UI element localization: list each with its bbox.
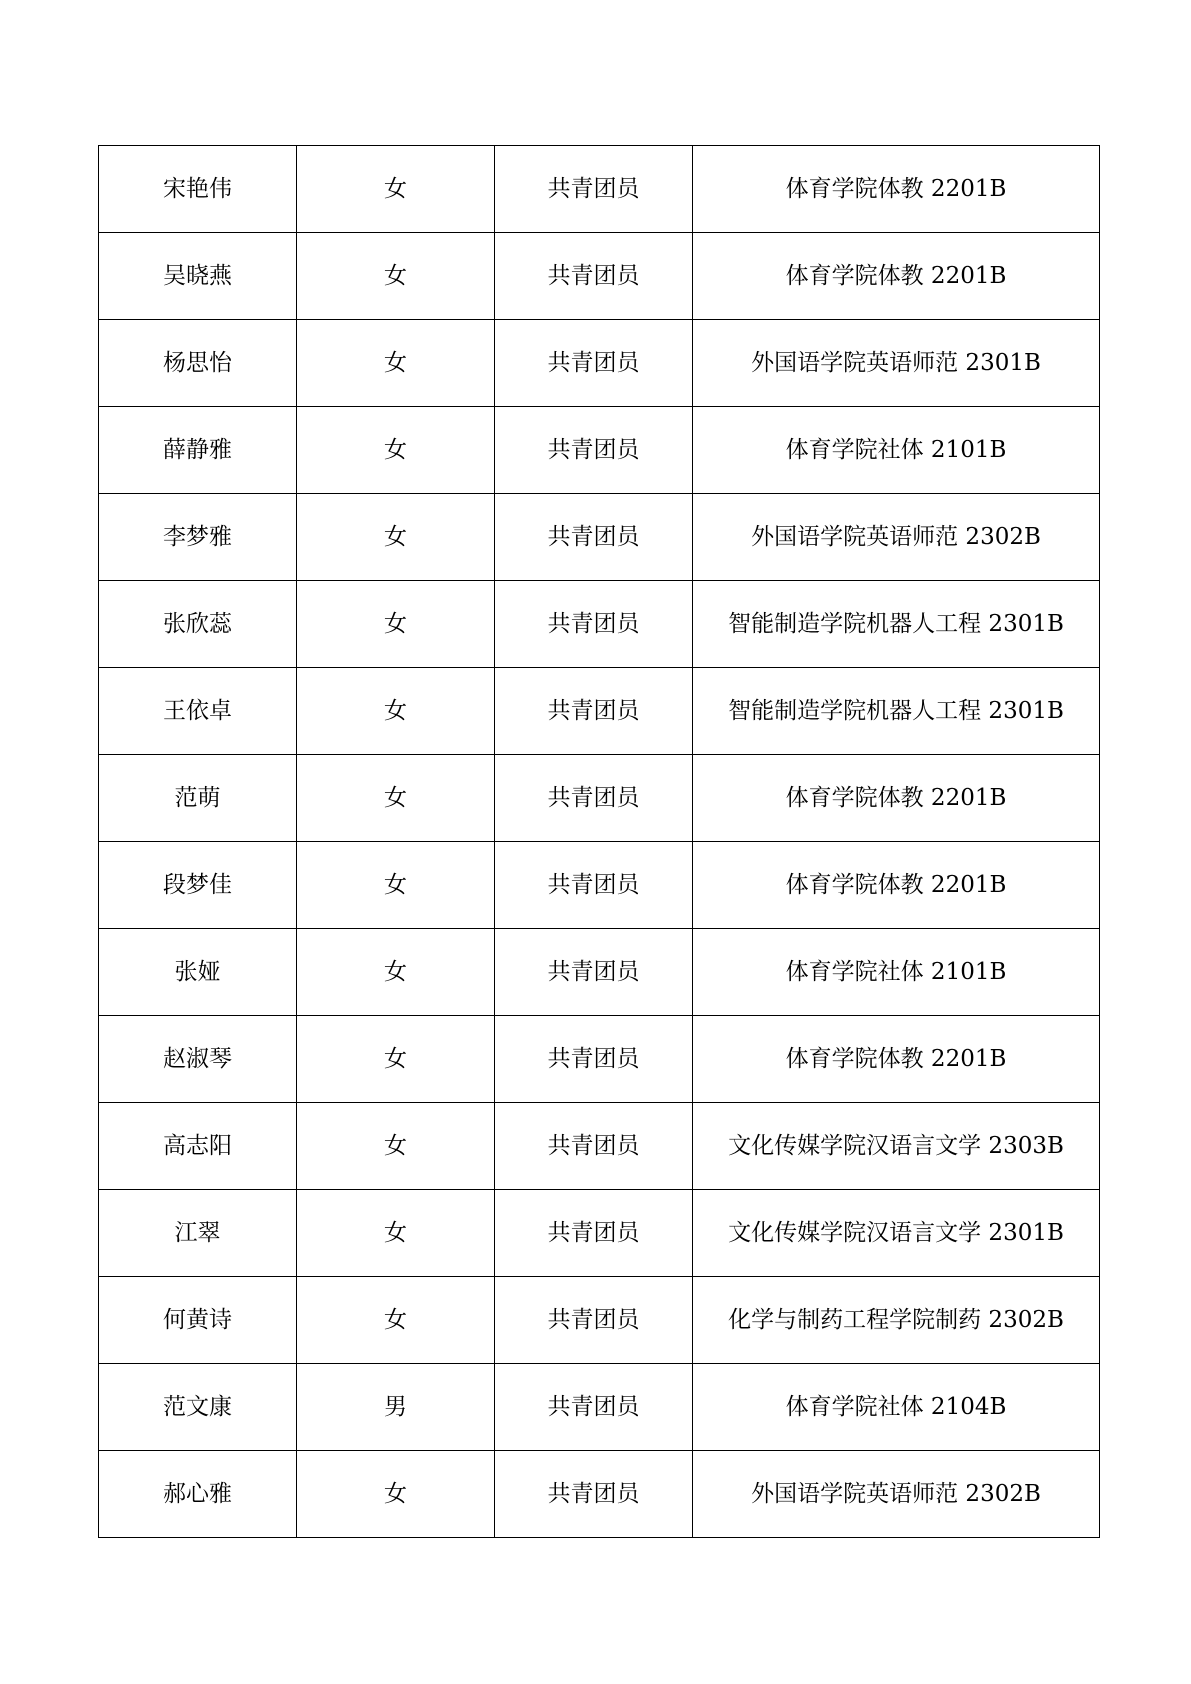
student-name-cell: 范萌 <box>99 755 297 842</box>
political-status-cell: 共青团员 <box>495 1364 693 1451</box>
table-row <box>99 668 1100 755</box>
gender-cell: 女 <box>297 320 495 407</box>
student-name-cell: 吴晓燕 <box>99 233 297 320</box>
gender-cell: 女 <box>297 407 495 494</box>
student-roster-table <box>98 145 1100 1538</box>
political-status-cell: 共青团员 <box>495 1016 693 1103</box>
class-cell: 体育学院体教 2201B <box>693 1016 1100 1103</box>
class-cell: 文化传媒学院汉语言文学 2303B <box>693 1103 1100 1190</box>
table-row <box>99 407 1100 494</box>
political-status-cell: 共青团员 <box>495 668 693 755</box>
class-cell: 体育学院体教 2201B <box>693 755 1100 842</box>
gender-cell: 女 <box>297 1451 495 1538</box>
student-name-cell: 高志阳 <box>99 1103 297 1190</box>
gender-cell: 女 <box>297 233 495 320</box>
table-row <box>99 494 1100 581</box>
gender-cell: 女 <box>297 929 495 1016</box>
political-status-cell: 共青团员 <box>495 1103 693 1190</box>
gender-cell: 女 <box>297 1103 495 1190</box>
gender-cell: 女 <box>297 1277 495 1364</box>
gender-cell: 女 <box>297 581 495 668</box>
political-status-cell: 共青团员 <box>495 1451 693 1538</box>
table-row <box>99 1103 1100 1190</box>
class-cell: 体育学院社体 2101B <box>693 929 1100 1016</box>
gender-cell: 女 <box>297 494 495 581</box>
table-row <box>99 1190 1100 1277</box>
student-name-cell: 江翠 <box>99 1190 297 1277</box>
class-cell: 体育学院社体 2104B <box>693 1364 1100 1451</box>
gender-cell: 男 <box>297 1364 495 1451</box>
political-status-cell: 共青团员 <box>495 146 693 233</box>
political-status-cell: 共青团员 <box>495 320 693 407</box>
political-status-cell: 共青团员 <box>495 407 693 494</box>
political-status-cell: 共青团员 <box>495 494 693 581</box>
student-name-cell: 范文康 <box>99 1364 297 1451</box>
political-status-cell: 共青团员 <box>495 581 693 668</box>
class-cell: 化学与制药工程学院制药 2302B <box>693 1277 1100 1364</box>
student-name-cell: 张娅 <box>99 929 297 1016</box>
class-cell: 外国语学院英语师范 2302B <box>693 494 1100 581</box>
student-name-cell: 张欣蕊 <box>99 581 297 668</box>
student-name-cell: 何黄诗 <box>99 1277 297 1364</box>
table-row <box>99 1016 1100 1103</box>
student-name-cell: 郝心雅 <box>99 1451 297 1538</box>
table-row <box>99 1364 1100 1451</box>
table-row <box>99 1277 1100 1364</box>
student-name-cell: 段梦佳 <box>99 842 297 929</box>
class-cell: 智能制造学院机器人工程 2301B <box>693 668 1100 755</box>
political-status-cell: 共青团员 <box>495 1190 693 1277</box>
political-status-cell: 共青团员 <box>495 842 693 929</box>
gender-cell: 女 <box>297 1016 495 1103</box>
student-name-cell: 薛静雅 <box>99 407 297 494</box>
class-cell: 外国语学院英语师范 2301B <box>693 320 1100 407</box>
table-row <box>99 755 1100 842</box>
political-status-cell: 共青团员 <box>495 929 693 1016</box>
class-cell: 智能制造学院机器人工程 2301B <box>693 581 1100 668</box>
student-name-cell: 赵淑琴 <box>99 1016 297 1103</box>
class-cell: 体育学院体教 2201B <box>693 146 1100 233</box>
political-status-cell: 共青团员 <box>495 1277 693 1364</box>
student-name-cell: 王依卓 <box>99 668 297 755</box>
student-name-cell: 李梦雅 <box>99 494 297 581</box>
class-cell: 外国语学院英语师范 2302B <box>693 1451 1100 1538</box>
table-row <box>99 146 1100 233</box>
gender-cell: 女 <box>297 668 495 755</box>
student-name-cell: 杨思怡 <box>99 320 297 407</box>
table-row <box>99 842 1100 929</box>
class-cell: 体育学院体教 2201B <box>693 233 1100 320</box>
gender-cell: 女 <box>297 842 495 929</box>
class-cell: 体育学院社体 2101B <box>693 407 1100 494</box>
table-row <box>99 320 1100 407</box>
class-cell: 文化传媒学院汉语言文学 2301B <box>693 1190 1100 1277</box>
table-row <box>99 581 1100 668</box>
political-status-cell: 共青团员 <box>495 755 693 842</box>
table-row <box>99 1451 1100 1538</box>
political-status-cell: 共青团员 <box>495 233 693 320</box>
gender-cell: 女 <box>297 1190 495 1277</box>
roster-body <box>99 146 1100 1538</box>
class-cell: 体育学院体教 2201B <box>693 842 1100 929</box>
table-row <box>99 929 1100 1016</box>
student-name-cell: 宋艳伟 <box>99 146 297 233</box>
table-row <box>99 233 1100 320</box>
gender-cell: 女 <box>297 146 495 233</box>
gender-cell: 女 <box>297 755 495 842</box>
